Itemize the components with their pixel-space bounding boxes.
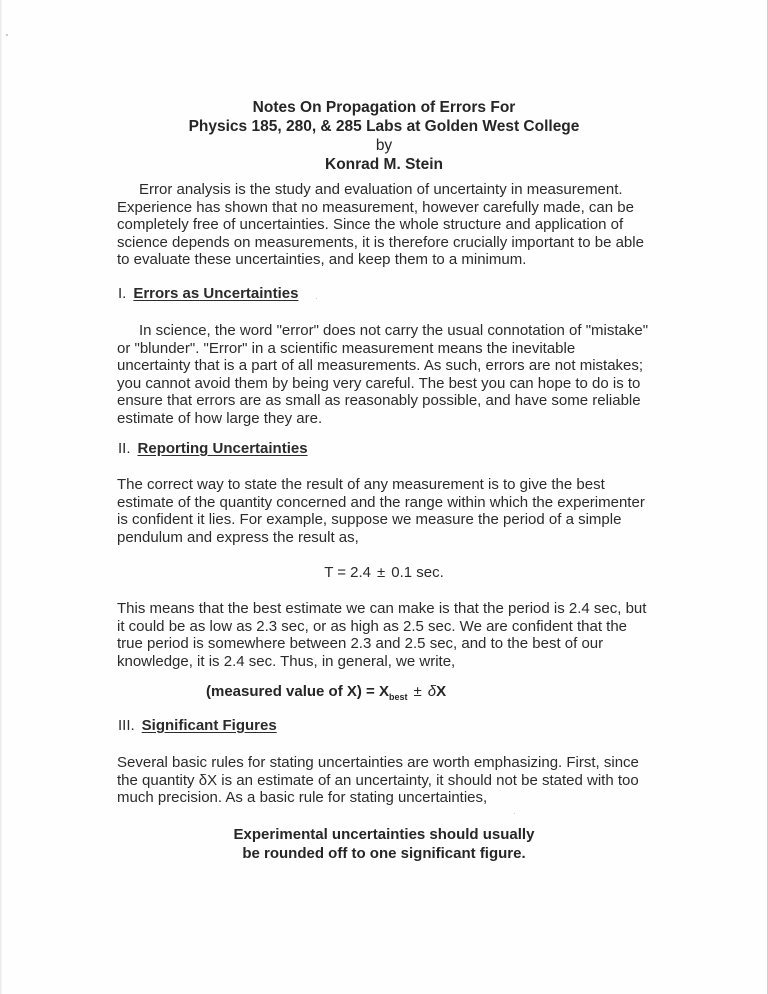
highlighted-rule <box>0 825 768 863</box>
title-by: by <box>375 137 393 154</box>
text-line: is confident it lies. For example, suppose we measure the period of a simple <box>117 511 622 528</box>
section-heading-errors-as-uncertainties <box>118 285 298 303</box>
text-line: the quantity δX is an estimate of an uncertainty, it should not be stated with too <box>117 771 639 789</box>
rule-line: Experimental uncertainties should usually <box>233 826 535 843</box>
section-title: Reporting Uncertainties <box>137 440 308 457</box>
delta-symbol: δ <box>427 683 437 700</box>
document-title <box>0 98 768 174</box>
text-line: estimate of how large they are. <box>117 409 323 427</box>
author-name: Konrad M. Stein <box>325 156 443 173</box>
rule-line: be rounded off to one significant figure. <box>242 845 526 862</box>
section-2-paragraph-2 <box>117 600 677 670</box>
plus-minus-symbol: ± <box>413 683 422 700</box>
text-line: This means that the best estimate we can make is that the period is 2.4 sec, but <box>117 600 647 617</box>
text-line: Error analysis is the study and evaluation of uncertainty in measurement. <box>139 181 623 198</box>
section-2-paragraph-1 <box>117 476 677 546</box>
plus-minus-symbol: ± <box>377 564 386 581</box>
equation-lhs: T = 2.4 <box>324 564 372 581</box>
text-line: knowledge, it is 2.4 sec. Thus, in general, we write, <box>117 652 456 670</box>
text-line: completely free of uncertainties. Since the whole structure and application of <box>117 216 624 233</box>
scan-speck <box>514 813 515 814</box>
scan-speck <box>6 34 8 36</box>
text-line: estimate of the quantity concerned and the range within which the experimenter <box>117 493 645 511</box>
text-line: much precision. As a basic rule for stating uncertainties, <box>117 789 488 806</box>
text-line: true period is somewhere between 2.3 and 2.5 sec, and to the best of our <box>117 635 604 652</box>
text-line: you cannot avoid them by being very careful. The best you can hope to do is to <box>117 374 641 392</box>
section-title: Significant Figures <box>141 717 277 734</box>
text-line: Experience has shown that no measurement, however carefully made, can be <box>117 198 634 216</box>
text-line: ensure that errors are as small as reasonably possible, and have some reliable <box>117 392 641 409</box>
equation-rhs: X <box>436 683 447 700</box>
text-line: In science, the word "error" does not carry the usual connotation of "mistake" <box>139 322 649 339</box>
text-line: uncertainty that is a part of all measurements. As such, errors are not mistakes; <box>117 357 644 374</box>
intro-paragraph <box>117 181 677 269</box>
text-line: science depends on measurements, it is therefore crucially important to be able <box>117 233 644 251</box>
text-line: it could be as low as 2.3 sec, or as high as 2.5 sec. We are confident that the <box>117 617 628 635</box>
title-line-1: Notes On Propagation of Errors For <box>252 99 516 116</box>
equation-rhs: 0.1 sec. <box>391 564 444 581</box>
text-line: pendulum and express the result as, <box>117 528 359 546</box>
text-line: The correct way to state the result of any measurement is to give the best <box>117 476 605 493</box>
example-equation <box>0 564 768 581</box>
section-number: III. <box>118 717 135 734</box>
section-3-paragraph <box>117 754 677 807</box>
title-line-2: Physics 185, 280, & 285 Labs at Golden West College <box>188 118 580 135</box>
general-equation <box>206 683 446 702</box>
equation-subscript: best <box>388 692 408 702</box>
text-line: to evaluate these uncertainties, and keep them to a minimum. <box>117 251 527 268</box>
text-line: or "blunder". "Error" in a scientific measurement means the inevitable <box>117 339 576 357</box>
text-line: Several basic rules for stating uncertainties are worth emphasizing. First, since <box>117 754 639 771</box>
section-heading-reporting-uncertainties <box>118 440 308 458</box>
section-number: II. <box>118 440 131 457</box>
section-heading-significant-figures <box>118 717 277 735</box>
section-title: Errors as Uncertainties <box>133 285 299 302</box>
section-number: I. <box>118 285 127 302</box>
equation-lhs: (measured value of X) = X <box>206 683 389 700</box>
scan-speck <box>316 298 317 299</box>
section-1-paragraph <box>117 322 677 427</box>
